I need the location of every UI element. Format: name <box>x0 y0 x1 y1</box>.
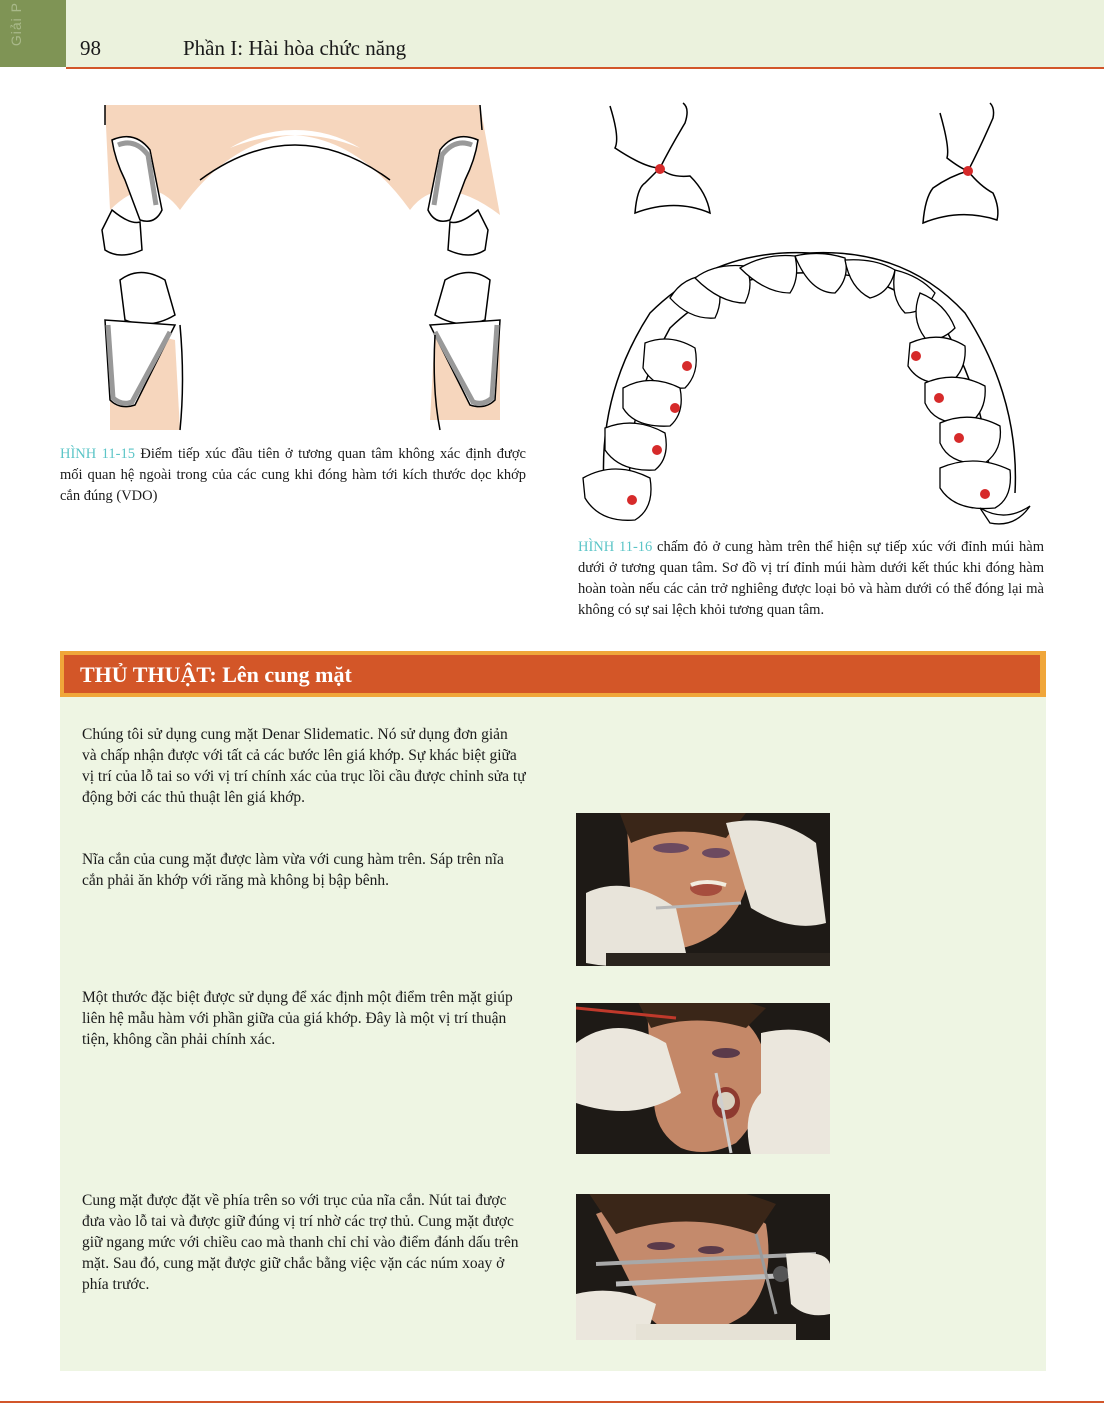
figure-11-16-text: chấm đỏ ở cung hàm trên thể hiện sự tiếp xúc với đỉnh múi hàm dưới ở tương quan tâm. Sơ đồ vị trí đỉnh múi hàm dưới kết thúc khi đóng hàm hoàn toàn nếu các cản trở nghiêng được loại bỏ và hàm dưới có thể đóng lại mà không có sự sai lệch khỏi tương quan tâm. <box>578 539 1044 618</box>
side-tab-text: Giải P <box>8 2 24 47</box>
contact-dot <box>627 495 637 505</box>
procedure-paragraph: Cung mặt được đặt về phía trên so với trục của nĩa cắn. Nút tai được đưa vào lỗ tai và được giữ đúng vị trí nhờ các trợ thủ. Cung mặt được giữ ngang mức với chiều cao mà thanh chỉ chỉ vào điểm đánh dấu trên mặt. Sau đó, cung mặt được giữ chắc bằng việc vặn các núm xoay ở phía trước. <box>82 1192 519 1293</box>
procedure-paragraph: Một thước đặc biệt được sử dụng để xác định một điểm trên mặt giúp liên hệ mẫu hàm với phần giữa của giá khớp. Đây là một vị trí thuận tiện, không cần phải chính xác. <box>82 989 513 1048</box>
header-bar <box>0 0 1104 67</box>
figure-11-15-text: Điểm tiếp xúc đầu tiên ở tương quan tâm không xác định được mối quan hệ ngoài trong của các cung khi đóng hàm tới kích thước dọc khớp cắn đúng (VDO) <box>60 446 526 504</box>
procedure-title: THỦ THUẬT: Lên cung mặt <box>80 662 352 687</box>
contact-dot <box>655 164 665 174</box>
side-tab <box>0 0 66 67</box>
figure-11-15-label: HÌNH 11-15 <box>60 446 135 462</box>
page-number: 98 <box>80 36 101 60</box>
running-title: Phần I: Hài hòa chức năng <box>183 36 407 60</box>
figure-11-16-caption <box>578 537 1044 621</box>
contact-dot <box>934 393 944 403</box>
contact-dot <box>954 433 964 443</box>
figure-11-16-diagram <box>575 98 1045 533</box>
photo-reference-point <box>576 1003 830 1154</box>
header-rule <box>66 67 1104 69</box>
figure-11-15-caption <box>60 444 526 507</box>
photo-face-bow <box>576 1194 830 1340</box>
contact-dot <box>682 361 692 371</box>
procedure-paragraph: Chúng tôi sử dụng cung mặt Denar Slidematic. Nó sử dụng đơn giản và chấp nhận được với tất cả các bước lên giá khớp. Sự khác biệt giữa vị trí của lỗ tai so với vị trí chính xác của trục lồi cầu được chỉnh sửa tự động bởi các thủ thuật lên giá khớp. <box>82 726 526 806</box>
contact-dot <box>980 489 990 499</box>
contact-dot <box>911 351 921 361</box>
footer-rule <box>0 1401 1104 1403</box>
contact-dot <box>963 166 973 176</box>
contact-dot <box>670 403 680 413</box>
figure-11-15-diagram <box>80 100 530 435</box>
photo-bite-fork <box>576 813 830 966</box>
procedure-paragraph: Nĩa cắn của cung mặt được làm vừa với cung hàm trên. Sáp trên nĩa cắn phải ăn khớp với răng mà không bị bập bênh. <box>82 851 504 889</box>
contact-dot <box>652 445 662 455</box>
figure-11-16-label: HÌNH 11-16 <box>578 539 653 555</box>
